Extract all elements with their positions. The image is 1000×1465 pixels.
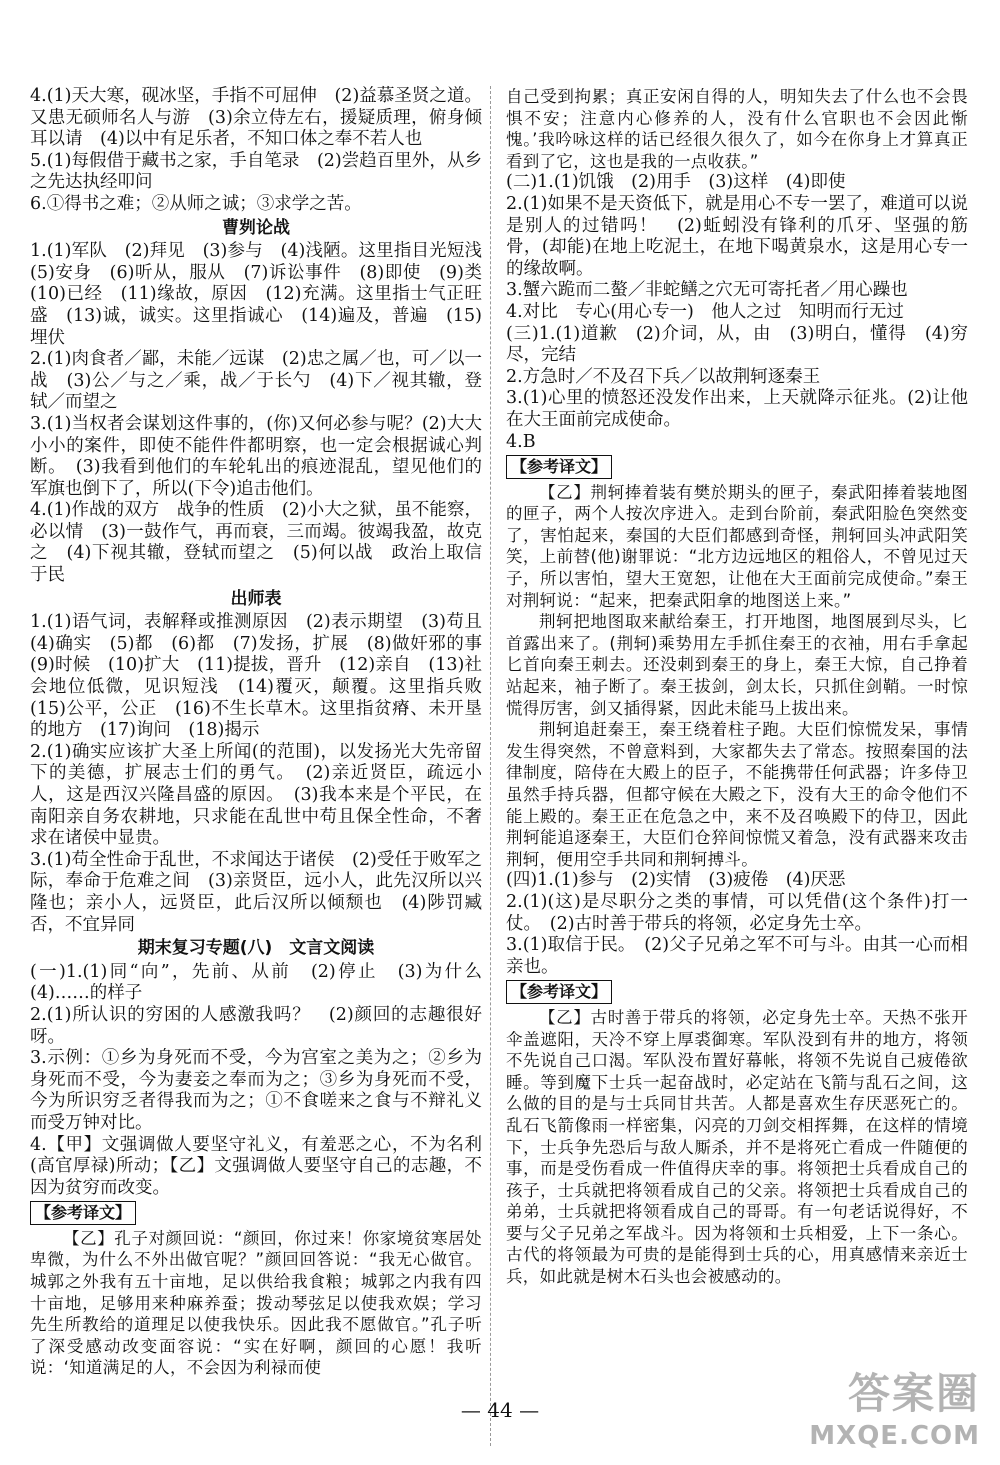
answer-paragraph: 2.(1)肉食者／鄙，未能／远谋 (2)忠之属／也，可／以一战 (3)公／与之／乘，战／于长勺 (4)下／视其辙，登轼／而望之: [30, 349, 482, 413]
watermark-url: MXQE.COM: [809, 1421, 980, 1451]
answer-paragraph: (一)1.(1)同“向”，先前、从前 (2)停止 (3)为什么 (4)……的样子: [30, 961, 500, 1004]
answer-paragraph: (二)1.(1)饥饿 (2)用手 (3)这样 (4)即使: [506, 172, 846, 193]
reference-translation-label: 【参考译文】: [506, 455, 612, 479]
section-heading: 出师表: [230, 588, 282, 609]
translation-paragraph: 【乙】孔子对颜回说：“颜回，你过来！你家境贫寒居处卑微，为什么不外出做官呢？”颜回回答说：“我无心做官。城郭之外我有五十亩地，足以供给我食粮；城郭之内我有四十亩地，足够用来种麻养蚕；拨动琴弦足以使我欢娱；学习先生所教给的道理足以使我快乐。因此我不愿做官。”孔子听了深受感动改变面容说：“实在好啊，颜回的心愿！我听说：‘知道满足的人，不会因为利禄而使: [30, 1228, 482, 1378]
answer-paragraph: 4.(1)天大寒，砚冰坚，手指不可屈伸 (2)益慕圣贤之道。又患无硕师名人与游 (3)余立侍左右，援疑质理，俯身倾耳以请 (4)以中有足乐者，不知口体之奉不若人也: [30, 86, 482, 150]
right-column: [506, 86, 968, 1288]
reference-translation-label: 【参考译文】: [30, 1201, 136, 1225]
answer-paragraph: 4.(1)作战的双方 战争的性质 (2)小大之狱，虽不能察，必以情 (3)一鼓作气，再而衰，三而竭。彼竭我盈，故克之 (4)下视其辙，登轼而望之 (5)何以战 政治上取信于民: [30, 500, 482, 586]
watermark: [809, 1361, 980, 1451]
answer-paragraph: (四)1.(1)参与 (2)实情 (3)疲倦 (4)厌恶: [506, 870, 846, 891]
watermark-logo: 答案圈: [847, 1369, 980, 1418]
answer-paragraph: 6.①得书之难；②从师之诚；③求学之苦。: [30, 193, 362, 214]
answer-paragraph: 4.对比 专心(用心专一) 他人之过 知明而行无过: [506, 301, 904, 322]
answer-paragraph: 1.(1)军队 (2)拜见 (3)参与 (4)浅陋。这里指目光短浅 (5)安身 (6)听从，服从 (7)诉讼事件 (8)即使 (9)类 (10)已经 (11)缘故，原因 (12)充满。这里指士气正旺盛 (13)诚，诚实。这里指诚心 (14)遍及，普遍 (15)埋伏: [30, 241, 500, 348]
answer-paragraph: (三)1.(1)道歉 (2)介词，从，由 (3)明白，懂得 (4)穷尽，完结: [506, 323, 968, 366]
answer-paragraph: 4.B: [506, 431, 536, 452]
answer-paragraph: 2.方急时／不及召下兵／以故荆轲逐秦王: [506, 366, 821, 387]
translation-paragraph: 【乙】荆轲捧着装有樊於期头的匣子，秦武阳捧着装地图的匣子，两个人按次序进入。走到台阶前，秦武阳脸色突然变了，害怕起来，秦国的大臣们都感到奇怪，荆轲回头冲武阳笑笑，上前替(他)谢罪说：“北方边远地区的粗俗人，不曾见过天子，所以害怕，望大王宽恕，让他在大王面前完成使命。”秦王对荆轲说：“起来，把秦武阳拿的地图送上来。”: [506, 482, 968, 610]
answer-paragraph: 2.(1)如果不是天资低下，就是用心不专一罢了，难道可以说是别人的过错吗！ (2)蚯蚓没有锋利的爪牙、坚强的筋骨，(却能)在地上吃泥土，在地下喝黄泉水，这是用心专一的缘故啊。: [506, 193, 968, 279]
answer-paragraph: 3.(1)当权者会谋划这件事的，(你)又何必参与呢？(2)大大小小的案件，即使不能件件都明察，也一定会根据诚心判断。 (3)我看到他们的车轮轧出的痕迹混乱，望见他们的军旗也倒下了，所以(下令)追击他们。: [30, 413, 482, 499]
answer-paragraph: 2.(1)(这)是尽职分之类的事情，可以凭借(这个条件)打一仗。 (2)古时善于带兵的将领，必定身先士卒。: [506, 891, 968, 934]
translation-paragraph: 荆轲把地图取来献给秦王，打开地图，地图展到尽头，匕首露出来了。(荆轲)乘势用左手抓住秦王的衣袖，用右手拿起匕首向秦王刺去。还没刺到秦王的身上，秦王大惊，自己挣着站起来，袖子断了。秦王拔剑，剑太长，只抓住剑鞘。一时惊慌得厉害，剑又插得紧，因此未能马上拔出来。: [506, 612, 968, 718]
answer-paragraph: 3.蟹六跪而二螯／非蛇鳝之穴无可寄托者／用心躁也: [506, 280, 908, 301]
section-heading: 曹刿论战: [222, 217, 290, 238]
page-number: — 44 —: [460, 1398, 540, 1422]
answer-paragraph: 3.(1)取信于民。 (2)父子兄弟之军不可与斗。由其一心而相亲也。: [506, 935, 968, 977]
answer-paragraph: 1.(1)语气词，表解释或推测原因 (2)表示期望 (3)苟且 (4)确实 (5)都 (6)都 (7)发扬，扩展 (8)做奸邪的事 (9)时候 (10)扩大 (11)提拔，晋升 (12)亲自 (13)社会地位低微，见识短浅 (14)覆灭，颠覆。这里指兵败 (15)公平，公正 (16)不生长草木。这里指贫瘠、未开垦的地方 (17)询问 (18)揭示: [30, 612, 500, 741]
reference-translation-label: 【参考译文】: [506, 980, 612, 1004]
answer-paragraph: 5.(1)每假借于藏书之家，手自笔录 (2)尝趋百里外，从乡之先达执经叩问: [30, 150, 482, 193]
answer-paragraph: 4.【甲】文强调做人要坚守礼义，有羞恶之心，不为名利(高官厚禄)所动；【乙】文强调做人要坚守自己的志趣，不因为贫穷而改变。: [30, 1134, 482, 1198]
answer-paragraph: 3.(1)苟全性命于乱世，不求闻达于诸侯 (2)受任于败军之际，奉命于危难之间 (3)亲贤臣，远小人，此先汉所以兴隆也；亲小人，远贤臣，此后汉所以倾颓也 (4)陟罚臧否，不宜异同: [30, 849, 482, 935]
left-column: [30, 86, 500, 1379]
section-heading: 期末复习专题(八) 文言文阅读: [137, 938, 375, 959]
translation-paragraph: 自己受到拘累；真正安闲自得的人，明知失去了什么也不会畏惧不安；注意内心修养的人，没有什么官职也不会因此惭愧。’我吟咏这样的话已经很久很久了，如今在你身上才算真正看到了它，这也是我的一点收获。”: [506, 87, 968, 171]
translation-paragraph: 【乙】古时善于带兵的将领，必定身先士卒。天热不张开伞盖遮阳，天冷不穿上厚裘御寒。军队没到有井的地方，将领不先说自己口渴。军队没布置好幕帐，将领不先说自己疲倦欲睡。等到魔下士兵一起奋战时，必定站在飞箭与乱石之间，这么做的目的是与士兵同甘共苦。人都是喜欢生存厌恶死亡的。乱石飞箭像雨一样密集，闪亮的刀剑交相挥舞，在这样的情境下，士兵争先恐后与敌人厮杀，并不是将死亡看成一件随便的事，而是受伤看成一件值得庆幸的事。将领把士兵看成自己的孩子，士兵就把将领看成自己的父亲。将领把士兵看成自己的弟弟，士兵就把将领看成自己的哥哥。有一句老话说得好，不要与父子兄弟之军战斗。因为将领和士兵相爱，上下一条心。古代的将领最为可贵的是能得到士兵的心，用真感情来亲近士兵，如此就是树木石头也会被感动的。: [506, 1007, 968, 1287]
translation-paragraph: 荆轲追赶秦王，秦王绕着柱子跑。大臣们惊慌发呆，事情发生得突然，不曾意料到，大家都失去了常态。按照秦国的法律制度，陪侍在大殿上的臣子，不能携带任何武器；许多侍卫虽然手持兵器，但都守候在大殿之下，没有大王的命令他们不能上殿的。秦王正在危急之中，来不及召唤殿下的侍卫，因此荆轲能追逐秦王，大臣们仓猝间惊慌又着急，没有武器来攻击荆轲，便用空手共同和荆轲搏斗。: [506, 720, 968, 869]
answer-paragraph: 3.(1)心里的愤怒还没发作出来，上天就降示征兆。(2)让他在大王面前完成使命。: [506, 388, 968, 430]
column-divider: [490, 86, 491, 1446]
answer-paragraph: 2.(1)所认识的穷困的人感激我吗？ (2)颜回的志趣很好呀。: [30, 1004, 482, 1047]
answer-paragraph: 3.示例：①乡为身死而不受，今为宫室之美为之；②乡为身死而不受，今为妻妾之奉而为之；③乡为身死而不受，今为所识穷乏者得我而为之；①不食嗟来之食与不辩礼义而受万钟对比。: [30, 1048, 482, 1133]
answer-paragraph: 2.(1)确实应该扩大圣上所闻(的范围)，以发扬光大先帝留下的美德，扩展志士们的勇气。 (2)亲近贤臣，疏远小人，这是西汉兴隆昌盛的原因。 (3)我本来是个平民，在南阳亲自务农耕地，只求能在乱世中苟且保全性命，不奢求在诸侯中显贵。: [30, 741, 482, 849]
